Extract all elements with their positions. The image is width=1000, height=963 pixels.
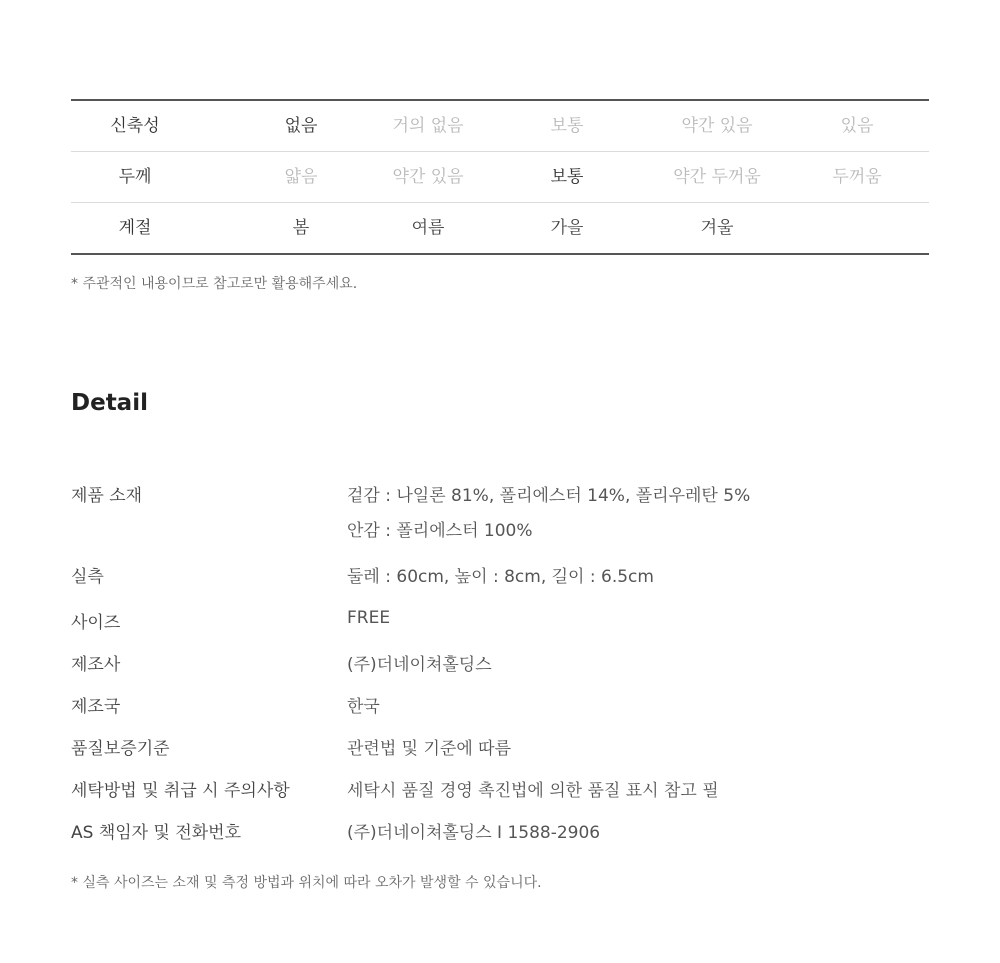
detail-key: 제품 소재	[71, 486, 143, 506]
attribute-option: 두꺼움	[832, 167, 882, 187]
attribute-label: 두께	[118, 167, 152, 187]
attribute-option: 약간 있음	[392, 167, 464, 187]
attribute-label: 계절	[118, 218, 152, 238]
attribute-option: 거의 없음	[392, 116, 464, 136]
detail-heading: Detail	[71, 390, 148, 416]
attribute-table	[71, 99, 929, 255]
detail-value: FREE	[347, 608, 391, 628]
detail-key: 세탁방법 및 취급 시 주의사항	[71, 781, 290, 801]
attribute-option: 약간 두꺼움	[673, 167, 761, 187]
detail-key: 제조사	[71, 655, 121, 675]
attribute-option: 얇음	[284, 167, 318, 187]
attributes-note: * 주관적인 내용이므로 참고로만 활용해주세요.	[71, 276, 358, 292]
attribute-row-thickness	[71, 152, 929, 203]
detail-value: 겉감 : 나일론 81%, 폴리에스터 14%, 폴리우레탄 5%	[347, 486, 751, 506]
attribute-option-selected: 보통	[550, 167, 584, 187]
detail-value: 세탁시 품질 경영 촉진법에 의한 품질 표시 참고 필	[347, 781, 719, 801]
detail-value: (주)더네이쳐홀딩스 I 1588-2906	[347, 823, 601, 843]
attribute-label: 신축성	[110, 116, 160, 136]
detail-value: 한국	[347, 697, 380, 717]
attribute-option: 여름	[411, 218, 445, 238]
attribute-option: 약간 있음	[681, 116, 753, 136]
attribute-option: 보통	[550, 116, 584, 136]
detail-key: 품질보증기준	[71, 739, 170, 759]
attribute-option: 가을	[550, 218, 584, 238]
detail-value: 둘레 : 60cm, 높이 : 8cm, 길이 : 6.5cm	[347, 567, 654, 587]
detail-key: 실측	[71, 567, 104, 587]
attribute-row-stretch	[71, 101, 929, 152]
detail-key: 제조국	[71, 697, 121, 717]
detail-value-secondary: 안감 : 폴리에스터 100%	[347, 521, 533, 541]
attribute-option: 봄	[292, 218, 310, 238]
detail-key: AS 책임자 및 전화번호	[71, 823, 242, 843]
attribute-row-season	[71, 203, 929, 253]
detail-value: (주)더네이쳐홀딩스	[347, 655, 492, 675]
attribute-option: 있음	[840, 116, 874, 136]
detail-key: 사이즈	[71, 613, 121, 633]
attribute-option: 겨울	[700, 218, 734, 238]
detail-value: 관련법 및 기준에 따름	[347, 739, 512, 759]
detail-note: * 실측 사이즈는 소재 및 측정 방법과 위치에 따라 오차가 발생할 수 있습니다.	[71, 875, 542, 891]
attribute-option-selected: 없음	[284, 116, 318, 136]
